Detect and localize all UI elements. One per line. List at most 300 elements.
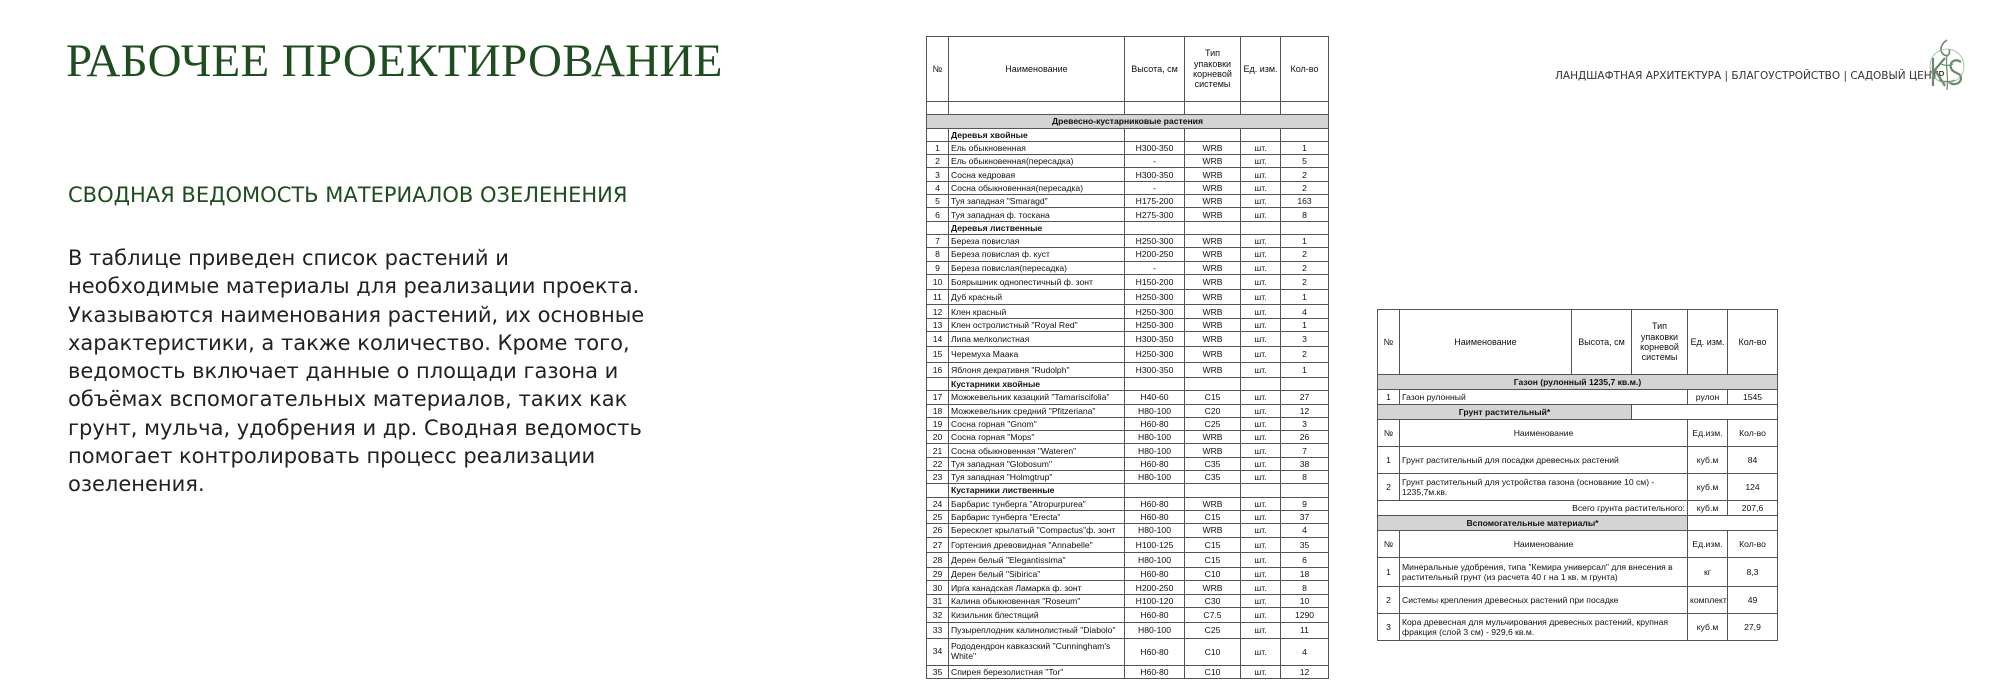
cell-unit: шт. <box>1241 362 1281 377</box>
cell-unit: шт. <box>1241 607 1281 622</box>
cell-name: Сосна кедровая <box>949 168 1125 181</box>
cell-package: WRB <box>1185 181 1241 194</box>
cell-unit: шт. <box>1241 638 1281 666</box>
cell-package: WRB <box>1185 155 1241 168</box>
cell-package: WRB <box>1185 141 1241 154</box>
table-row <box>927 195 1329 208</box>
col-qty: Кол-во <box>1728 531 1778 558</box>
cell-package: C20 <box>1185 404 1241 417</box>
col-qty: Кол-во <box>1728 420 1778 447</box>
table-row <box>1378 587 1778 614</box>
cell-qty: 3 <box>1281 332 1329 347</box>
table-row <box>927 623 1329 638</box>
table-row <box>927 524 1329 537</box>
cell-height: H80-100 <box>1125 524 1185 537</box>
col-height: Высота, см <box>1572 310 1632 375</box>
cell-height: H150-200 <box>1125 274 1185 289</box>
cell-height: H100-120 <box>1125 594 1185 607</box>
cell-qty: 1545 <box>1728 390 1778 405</box>
cell-qty: 3 <box>1281 417 1329 430</box>
cell-height: H80-100 <box>1125 471 1185 484</box>
cell-number: 16 <box>927 362 949 377</box>
cell-height: H60-80 <box>1125 666 1185 679</box>
cell-number: 5 <box>927 195 949 208</box>
cell-unit: куб.м <box>1688 474 1728 501</box>
cell-height: H60-80 <box>1125 417 1185 430</box>
cell-height: H60-80 <box>1125 457 1185 470</box>
table-row <box>927 510 1329 523</box>
table-row <box>927 417 1329 430</box>
soil-total-row <box>1378 501 1778 516</box>
cell-qty: 49 <box>1728 587 1778 614</box>
cell-unit: куб.м <box>1688 447 1728 474</box>
cell-height: H250-300 <box>1125 305 1185 318</box>
cell-package: C10 <box>1185 638 1241 666</box>
col-height: Высота, см <box>1125 37 1185 102</box>
cell-number: 22 <box>927 457 949 470</box>
cell-number: 17 <box>927 391 949 404</box>
col-number: № <box>927 37 949 102</box>
cell-package: C15 <box>1185 391 1241 404</box>
brand-tagline: ЛАНДШАФТНАЯ АРХИТЕКТУРА | БЛАГОУСТРОЙСТВО | САДОВЫЙ ЦЕНТР <box>1555 70 1945 82</box>
cell-height: - <box>1125 155 1185 168</box>
cell-unit: шт. <box>1241 497 1281 510</box>
page-description: В таблице приведен список растений и необходимые материалы для реализации проекта. Указываются наименования растений, их основные характеристики, а также количество. Кроме того, ведомость включает данные о площади газона и объёмах вспомогательных материалов, таких как грунт, мульча, удобрения и др. Сводная ведомость помогает контролировать процесс реализации озеленения. <box>68 246 645 497</box>
cell-qty: 2 <box>1281 274 1329 289</box>
table-row <box>927 391 1329 404</box>
page-title: РАБОЧЕЕ ПРОЕКТИРОВАНИЕ <box>66 35 723 87</box>
col-name: Наименование <box>1400 420 1688 447</box>
cell-name: Системы крепления древесных растений при посадке <box>1400 587 1688 614</box>
cell-unit: шт. <box>1241 347 1281 362</box>
cell-package: WRB <box>1185 318 1241 331</box>
cell-number: 4 <box>927 181 949 194</box>
cell-number: 3 <box>1378 614 1400 641</box>
cell-qty: 2 <box>1281 168 1329 181</box>
table-row <box>927 261 1329 274</box>
cell-name: Дерен белый "Elegantissima" <box>949 552 1125 567</box>
cell-name: Ель обыкновенная <box>949 141 1125 154</box>
cell-height: H200-250 <box>1125 248 1185 261</box>
plants-table <box>926 36 1329 679</box>
cell-qty: 27 <box>1281 391 1329 404</box>
cell-unit: шт. <box>1241 290 1281 305</box>
cell-name: Газон рулонный <box>1400 390 1688 405</box>
cell-package: C15 <box>1185 537 1241 552</box>
cell-unit: шт. <box>1241 623 1281 638</box>
group-conifer-shrubs: Кустарники хвойные <box>949 377 1125 390</box>
cell-height: H200-250 <box>1125 581 1185 594</box>
cell-number: 1 <box>1378 558 1400 587</box>
cell-unit: шт. <box>1241 431 1281 444</box>
cell-height: H80-100 <box>1125 444 1185 457</box>
aux-header-row <box>1378 531 1778 558</box>
cell-name: Барбарис тунберга "Atropurpurea" <box>949 497 1125 510</box>
cell-package: C7.5 <box>1185 607 1241 622</box>
col-package: Тип упаковки корневой системы <box>1632 310 1688 375</box>
cell-height: H80-100 <box>1125 404 1185 417</box>
col-qty: Кол-во <box>1281 37 1329 102</box>
cell-qty: 38 <box>1281 457 1329 470</box>
cell-height: H275-300 <box>1125 208 1185 221</box>
cell-number: 1 <box>927 141 949 154</box>
col-package: Тип упаковки корневой системы <box>1185 37 1241 102</box>
cell-qty: 8 <box>1281 471 1329 484</box>
cell-height: H60-80 <box>1125 510 1185 523</box>
cell-number: 26 <box>927 524 949 537</box>
table-row <box>927 155 1329 168</box>
table-row <box>927 431 1329 444</box>
cell-name: Сосна горная "Gnom" <box>949 417 1125 430</box>
cell-qty: 4 <box>1281 305 1329 318</box>
cell-unit: кг <box>1688 558 1728 587</box>
cell-number: 28 <box>927 552 949 567</box>
cell-name: Спирея березолистная "Tor" <box>949 666 1125 679</box>
cell-name: Грунт растительный для посадки древесных растений <box>1400 447 1688 474</box>
cell-package: WRB <box>1185 208 1241 221</box>
cell-number: 1 <box>1378 390 1400 405</box>
cell-unit: шт. <box>1241 404 1281 417</box>
table-row <box>927 332 1329 347</box>
cell-name: Грунт растительный для устройства газона (основание 10 см) - 1235,7м.кв. <box>1400 474 1688 501</box>
cell-name: Ель обыкновенная(пересадка) <box>949 155 1125 168</box>
col-unit: Ед. изм. <box>1688 310 1728 375</box>
cell-unit: шт. <box>1241 195 1281 208</box>
cell-name: Кора древесная для мульчирования древесных растений, крупная фракция (слой 3 см) - 929,6 кв.м. <box>1400 614 1688 641</box>
cell-height: H80-100 <box>1125 431 1185 444</box>
cell-unit: шт. <box>1241 552 1281 567</box>
cell-qty: 8 <box>1281 581 1329 594</box>
cell-name: Гортензия древовидная "Annabelle" <box>949 537 1125 552</box>
cell-number: 11 <box>927 290 949 305</box>
lawn-section-title: Газон (рулонный 1235,7 кв.м.) <box>1378 375 1778 390</box>
cell-number: 2 <box>1378 587 1400 614</box>
cell-qty: 1290 <box>1281 607 1329 622</box>
cell-height: - <box>1125 181 1185 194</box>
table-row <box>927 290 1329 305</box>
cell-unit: шт. <box>1241 537 1281 552</box>
page-subtitle: СВОДНАЯ ВЕДОМОСТЬ МАТЕРИАЛОВ ОЗЕЛЕНЕНИЯ <box>68 183 628 207</box>
table-row <box>927 318 1329 331</box>
cell-name: Туя западная "Holmgtrup" <box>949 471 1125 484</box>
cell-height: H100-125 <box>1125 537 1185 552</box>
cell-number: 32 <box>927 607 949 622</box>
cell-qty: 10 <box>1281 594 1329 607</box>
section-row <box>1378 516 1778 531</box>
cell-number: 7 <box>927 234 949 247</box>
cell-number: 20 <box>927 431 949 444</box>
cell-name: Сосна обыкновенная "Wateren" <box>949 444 1125 457</box>
cell-qty: 26 <box>1281 431 1329 444</box>
cell-name: Черемуха Маака <box>949 347 1125 362</box>
cell-name: Липа мелколистная <box>949 332 1125 347</box>
cell-package: WRB <box>1185 248 1241 261</box>
cell-package: C30 <box>1185 594 1241 607</box>
cell-number: 33 <box>927 623 949 638</box>
cell-name: Туя западная ф. тоскана <box>949 208 1125 221</box>
table-row <box>927 305 1329 318</box>
cell-number: 12 <box>927 305 949 318</box>
cell-package: WRB <box>1185 195 1241 208</box>
group-row <box>927 377 1329 390</box>
cell-package: C25 <box>1185 417 1241 430</box>
soil-total-unit: куб.м <box>1688 501 1728 516</box>
cell-height: H60-80 <box>1125 638 1185 666</box>
cell-unit: шт. <box>1241 168 1281 181</box>
monogram-logo-icon <box>1923 36 1971 92</box>
cell-qty: 1 <box>1281 318 1329 331</box>
group-row <box>927 484 1329 497</box>
cell-number: 1 <box>1378 447 1400 474</box>
cell-name: Сосна обыкновенная(пересадка) <box>949 181 1125 194</box>
cell-unit: шт. <box>1241 234 1281 247</box>
table-row <box>1378 390 1778 405</box>
cell-number: 30 <box>927 581 949 594</box>
cell-number: 24 <box>927 497 949 510</box>
cell-qty: 35 <box>1281 537 1329 552</box>
cell-qty: 8 <box>1281 208 1329 221</box>
aux-section-title: Вспомогательные материалы* <box>1378 516 1688 531</box>
cell-name: Береза повислая <box>949 234 1125 247</box>
col-unit: Ед. изм. <box>1241 37 1281 102</box>
cell-qty: 7 <box>1281 444 1329 457</box>
cell-package: WRB <box>1185 444 1241 457</box>
cell-qty: 1 <box>1281 141 1329 154</box>
cell-number: 13 <box>927 318 949 331</box>
cell-name: Клен остролистный "Royal Red" <box>949 318 1125 331</box>
cell-name: Яблоня декративня "Rudolph" <box>949 362 1125 377</box>
cell-number: 34 <box>927 638 949 666</box>
cell-unit: шт. <box>1241 141 1281 154</box>
cell-name: Кизильник блестящий <box>949 607 1125 622</box>
cell-qty: 12 <box>1281 666 1329 679</box>
cell-name: Можжевельник казацкий "Tamariscifolia" <box>949 391 1125 404</box>
table-row <box>1378 474 1778 501</box>
cell-number: 29 <box>927 568 949 581</box>
soil-header-row <box>1378 420 1778 447</box>
cell-unit: куб.м <box>1688 614 1728 641</box>
cell-package: C35 <box>1185 471 1241 484</box>
cell-number: 27 <box>927 537 949 552</box>
cell-unit: шт. <box>1241 181 1281 194</box>
col-name: Наименование <box>1400 310 1572 375</box>
col-name: Наименование <box>949 37 1125 102</box>
table-row <box>927 568 1329 581</box>
cell-number: 23 <box>927 471 949 484</box>
table-row <box>1378 614 1778 641</box>
cell-number: 2 <box>1378 474 1400 501</box>
cell-name: Бересклет крылатый "Compactus"ф. зонт <box>949 524 1125 537</box>
cell-height: H300-350 <box>1125 141 1185 154</box>
cell-package: WRB <box>1185 497 1241 510</box>
cell-name: Ирга канадская Ламарка ф. зонт <box>949 581 1125 594</box>
cell-number: 19 <box>927 417 949 430</box>
cell-unit: шт. <box>1241 457 1281 470</box>
cell-number: 31 <box>927 594 949 607</box>
spacer-row <box>927 102 1329 115</box>
cell-package: C10 <box>1185 666 1241 679</box>
col-number: № <box>1378 310 1400 375</box>
cell-unit: шт. <box>1241 581 1281 594</box>
cell-height: H250-300 <box>1125 318 1185 331</box>
col-number: № <box>1378 420 1400 447</box>
cell-package: WRB <box>1185 234 1241 247</box>
table-row <box>927 141 1329 154</box>
cell-package: WRB <box>1185 168 1241 181</box>
cell-qty: 2 <box>1281 181 1329 194</box>
cell-unit: шт. <box>1241 568 1281 581</box>
cell-name: Минеральные удобрения, типа "Кемира универсал" для внесения в растительный грунт (из расчета 40 г на 1 кв. м грунта) <box>1400 558 1688 587</box>
cell-qty: 1 <box>1281 234 1329 247</box>
cell-number: 35 <box>927 666 949 679</box>
cell-unit: шт. <box>1241 261 1281 274</box>
lawn-header-row <box>1378 310 1778 375</box>
cell-qty: 1 <box>1281 362 1329 377</box>
cell-height: H40-60 <box>1125 391 1185 404</box>
lawn-materials-table <box>1377 309 1778 641</box>
cell-number: 14 <box>927 332 949 347</box>
cell-unit: шт. <box>1241 666 1281 679</box>
cell-name: Барбарис тунберга "Erecta" <box>949 510 1125 523</box>
cell-package: WRB <box>1185 274 1241 289</box>
plants-header-row <box>927 37 1329 102</box>
cell-package: WRB <box>1185 347 1241 362</box>
cell-qty: 12 <box>1281 404 1329 417</box>
cell-qty: 163 <box>1281 195 1329 208</box>
cell-unit: шт. <box>1241 471 1281 484</box>
section-row <box>1378 375 1778 390</box>
cell-number: 2 <box>927 155 949 168</box>
cell-package: C25 <box>1185 623 1241 638</box>
cell-qty: 4 <box>1281 638 1329 666</box>
table-row <box>927 666 1329 679</box>
cell-package: WRB <box>1185 290 1241 305</box>
cell-height: H250-300 <box>1125 290 1185 305</box>
cell-package: C10 <box>1185 568 1241 581</box>
cell-name: Сосна горная "Mops" <box>949 431 1125 444</box>
cell-unit: шт. <box>1241 318 1281 331</box>
cell-name: Калина обыкновенная "Roseum" <box>949 594 1125 607</box>
cell-number: 6 <box>927 208 949 221</box>
table-row <box>927 362 1329 377</box>
table-row <box>927 607 1329 622</box>
cell-name: Пузыреплодник калинолистный "Diabolo" <box>949 623 1125 638</box>
cell-name: Береза повислая(пересадка) <box>949 261 1125 274</box>
table-row <box>927 248 1329 261</box>
table-row <box>927 537 1329 552</box>
section-title: Древесно-кустарниковые растения <box>927 115 1329 128</box>
cell-package: C15 <box>1185 552 1241 567</box>
table-row <box>927 168 1329 181</box>
table-row <box>1378 447 1778 474</box>
cell-name: Дерен белый "Sibirica" <box>949 568 1125 581</box>
cell-height: H60-80 <box>1125 607 1185 622</box>
cell-height: H250-300 <box>1125 234 1185 247</box>
cell-name: Можжевельник средний "Pfitzeriana" <box>949 404 1125 417</box>
cell-height: H175-200 <box>1125 195 1185 208</box>
cell-name: Клен красный <box>949 305 1125 318</box>
cell-unit: шт. <box>1241 524 1281 537</box>
cell-number: 21 <box>927 444 949 457</box>
col-number: № <box>1378 531 1400 558</box>
cell-name: Береза повислая ф. куст <box>949 248 1125 261</box>
group-deciduous-shrubs: Кустарники лиственные <box>949 484 1125 497</box>
table-row <box>927 347 1329 362</box>
cell-package: C15 <box>1185 510 1241 523</box>
cell-qty: 27,9 <box>1728 614 1778 641</box>
cell-package: WRB <box>1185 305 1241 318</box>
table-row <box>927 181 1329 194</box>
cell-unit: шт. <box>1241 391 1281 404</box>
cell-qty: 11 <box>1281 623 1329 638</box>
table-row <box>927 274 1329 289</box>
cell-qty: 1 <box>1281 290 1329 305</box>
col-unit: Ед.изм. <box>1688 531 1728 558</box>
cell-package: WRB <box>1185 362 1241 377</box>
section-row <box>1378 405 1778 420</box>
cell-name: Туя западная "Smaragd" <box>949 195 1125 208</box>
cell-unit: шт. <box>1241 332 1281 347</box>
section-row <box>927 115 1329 128</box>
cell-height: H300-350 <box>1125 362 1185 377</box>
cell-number: 25 <box>927 510 949 523</box>
table-row <box>927 552 1329 567</box>
table-row <box>927 457 1329 470</box>
col-qty: Кол-во <box>1728 310 1778 375</box>
cell-package: WRB <box>1185 332 1241 347</box>
cell-qty: 2 <box>1281 347 1329 362</box>
col-unit: Ед.изм. <box>1688 420 1728 447</box>
cell-number: 8 <box>927 248 949 261</box>
cell-qty: 37 <box>1281 510 1329 523</box>
table-row <box>927 497 1329 510</box>
cell-package: WRB <box>1185 524 1241 537</box>
table-row <box>927 594 1329 607</box>
cell-qty: 124 <box>1728 474 1778 501</box>
table-row <box>927 581 1329 594</box>
cell-qty: 2 <box>1281 248 1329 261</box>
cell-height: H60-80 <box>1125 568 1185 581</box>
cell-qty: 5 <box>1281 155 1329 168</box>
table-row <box>927 404 1329 417</box>
cell-unit: рулон <box>1688 390 1728 405</box>
cell-name: Боярышник однопестичный ф. зонт <box>949 274 1125 289</box>
cell-qty: 18 <box>1281 568 1329 581</box>
cell-unit: комплект <box>1688 587 1728 614</box>
cell-height: H80-100 <box>1125 623 1185 638</box>
cell-unit: шт. <box>1241 248 1281 261</box>
cell-height: H60-80 <box>1125 497 1185 510</box>
group-row <box>927 221 1329 234</box>
group-row <box>927 128 1329 141</box>
cell-number: 15 <box>927 347 949 362</box>
cell-package: WRB <box>1185 581 1241 594</box>
cell-unit: шт. <box>1241 444 1281 457</box>
cell-package: C35 <box>1185 457 1241 470</box>
soil-section-title: Грунт растительный* <box>1378 405 1632 420</box>
table-row <box>1378 558 1778 587</box>
cell-unit: шт. <box>1241 155 1281 168</box>
cell-height: H250-300 <box>1125 347 1185 362</box>
cell-unit: шт. <box>1241 208 1281 221</box>
cell-unit: шт. <box>1241 305 1281 318</box>
table-row <box>927 638 1329 666</box>
cell-package: WRB <box>1185 261 1241 274</box>
cell-name: Дуб красный <box>949 290 1125 305</box>
cell-qty: 8,3 <box>1728 558 1778 587</box>
table-row <box>927 444 1329 457</box>
cell-number: 9 <box>927 261 949 274</box>
